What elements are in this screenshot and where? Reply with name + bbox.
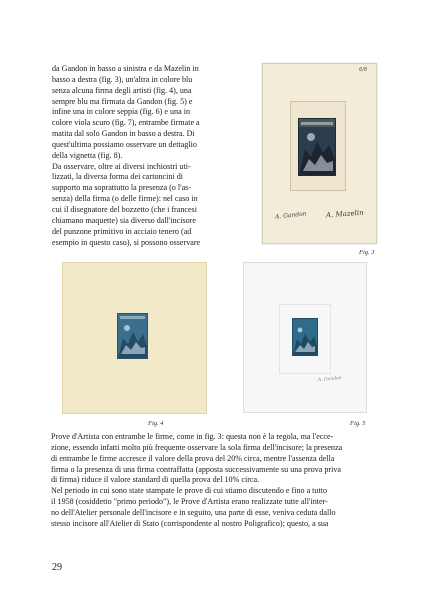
text-line: il 1958 (cosiddetto "primo periodo"), le Prove d'Artista erano realizzate tutte all'inter- [51,497,328,507]
text-line: di entrambe le firme accresce il valore della prova del 20% circa, mentre l'assenza della [51,453,335,463]
text-line: matita dal solo Gandon in basso a destra. Di [52,129,195,139]
text-line: colore viola scuro (fig. 7), entrambe firmate a [52,118,200,128]
text-line: Prove d'Artista con entrambe le firme, come in fig. 3: questa non è la regola, ma l'ecce- [51,432,334,441]
signature-gandon: A. Gandon [317,375,342,384]
page-number: 29 [52,562,62,573]
text-line: stesso incisore all'Atelier di Stato (corrispondente al nostro Poligrafico); questo, a sua [51,518,329,528]
text-line: quest'ultima possiamo osservare un dettaglio [52,139,197,149]
text-line: della vignetta (fig. 8). [52,150,123,160]
corner-mark: 6/8 [359,67,368,73]
text-line: lizzati, la diversa forma dei cartoncini di [52,172,184,182]
text-line: di firma) riduce il valore standard di quella prova del 10% circa. [51,475,260,485]
stamp-image-fig4 [117,313,148,359]
text-line: firma o la presenza di una firma contraffatta (apposta successivamente su una prova priva [51,464,341,474]
figure-caption: Fig. 4 [148,420,164,427]
text-line: basso a destra (fig. 3), un'altra in colore blu [52,74,193,84]
text-line: Da osservare, oltre ai diversi inchiostri uti- [52,161,191,171]
text-line: infine una in colore seppia (fig. 6) e una in [52,107,190,117]
stamp-image-fig3 [298,118,336,176]
body-text-bottom [51,432,374,530]
text-line: sempre blu ma firmata da Gandon (fig. 5) e [52,96,193,106]
stamp-image-fig5 [292,318,318,356]
text-line: zione, essendo infatti molto più frequente osservare la sola firma dell'incisore; la presenza [51,442,343,452]
text-line: cui il disegnatore del bozzetto (che i francesi [52,204,197,214]
text-line: del punzone primitivo in acciaio tenero (ad [52,226,192,236]
text-line: da Gandon in basso a sinistra e da Mazelin in [52,64,199,73]
body-text-top [52,64,248,248]
text-line: supporto ma soprattutto la presenza (o l'as- [52,183,192,193]
text-line: no dell'Atelier personale dell'incisore e in seguito, una parte di esse, veniva ceduta dallo [51,507,336,517]
signature-mazelin: A. Mazelin [325,208,364,220]
text-line: chiamano maquette) sia diverso dall'incisore [52,215,196,225]
signature-gandon: A. Gandon [274,210,307,221]
figure-caption: Fig. 3 [359,249,375,256]
text-line: Nel periodo in cui sono state stampate le prove di cui stiamo discutendo e fino a tutto [51,486,328,496]
figure-caption: Fig. 5 [350,420,366,427]
text-line: senza) della firma (o delle firme): nel caso in [52,194,198,204]
text-line: senza alcuna firma degli artisti (fig. 4), una [52,85,192,95]
text-line: esempio in questo caso), si possono osservare [52,237,201,247]
